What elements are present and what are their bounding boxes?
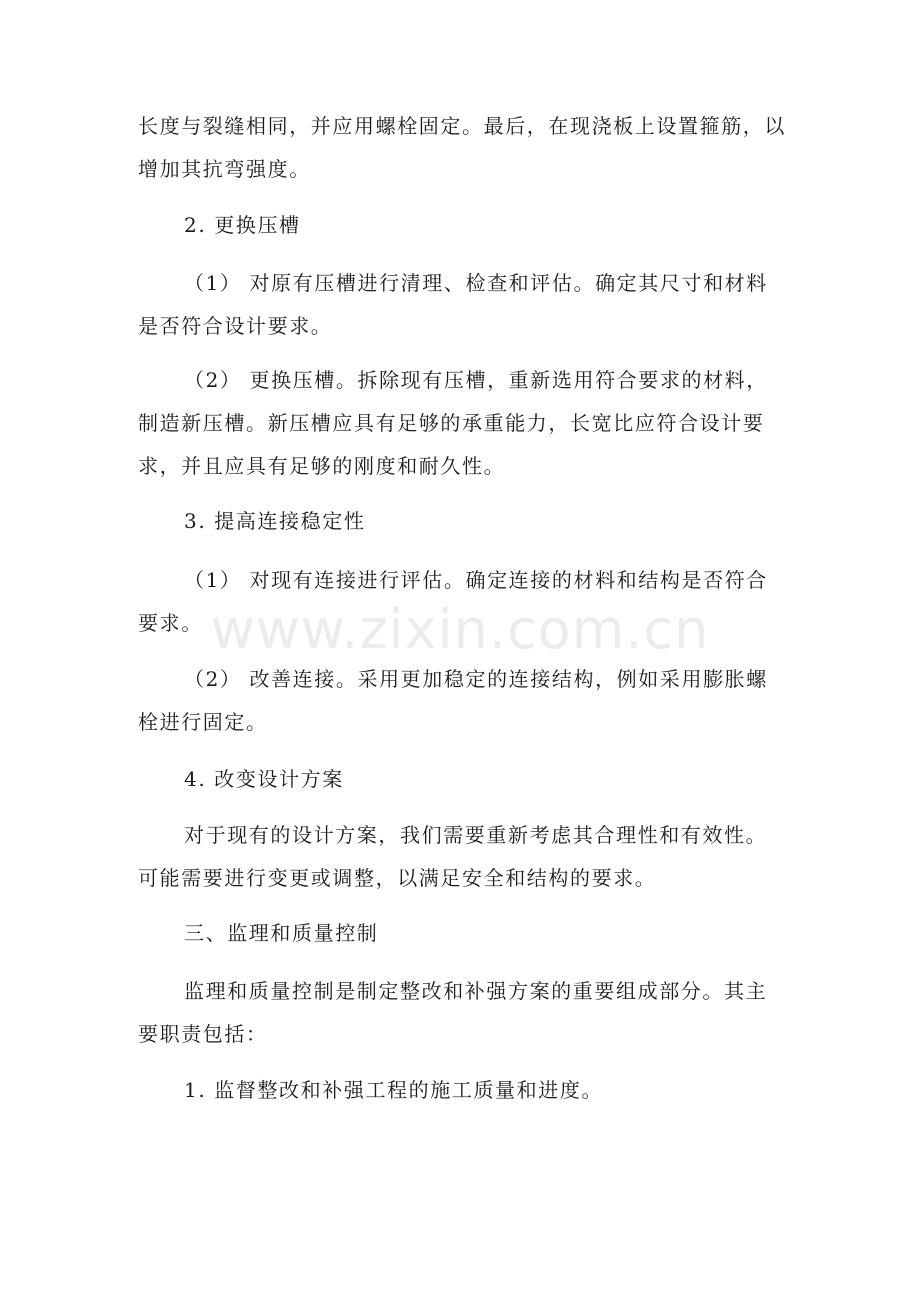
list-item-1: 1. 监督整改和补强工程的施工质量和进度。: [184, 1078, 604, 1102]
paragraph-4: 对于现有的设计方案，我们需要重新考虑其合理性和有效性。可能需要进行变更或调整，以满足安全和结构的要求。: [138, 823, 768, 890]
paragraph-2-2: （2） 更换压槽。拆除现有压槽，重新选用符合要求的材料，制造新压槽。新压槽应具有足够的承重能力，长宽比应符合设计要求，并且应具有足够的刚度和耐久性。: [138, 368, 768, 478]
section-heading-three: 三、监理和质量控制: [184, 921, 379, 945]
paragraph-2-1: （1） 对原有压槽进行清理、检查和评估。确定其尺寸和材料是否符合设计要求。: [138, 271, 768, 338]
section-heading-3: 3. 提高连接稳定性: [184, 509, 366, 533]
watermark: www.zixin.com.cn: [210, 598, 710, 661]
paragraph-three-intro: 监理和质量控制是制定整改和补强方案的重要组成部分。其主要职责包括：: [138, 979, 768, 1046]
paragraph-continuation: 长度与裂缝相同，并应用螺栓固定。最后，在现浇板上设置箍筋，以增加其抗弯强度。: [138, 114, 786, 181]
section-heading-4: 4. 改变设计方案: [184, 767, 344, 791]
paragraph-3-2: （2） 改善连接。采用更加稳定的连接结构，例如采用膨胀螺栓进行固定。: [138, 667, 768, 734]
paragraph-3-1: （1） 对现有连接进行评估。确定连接的材料和结构是否符合要求。: [138, 568, 768, 635]
section-heading-2: 2. 更换压槽: [184, 213, 301, 237]
